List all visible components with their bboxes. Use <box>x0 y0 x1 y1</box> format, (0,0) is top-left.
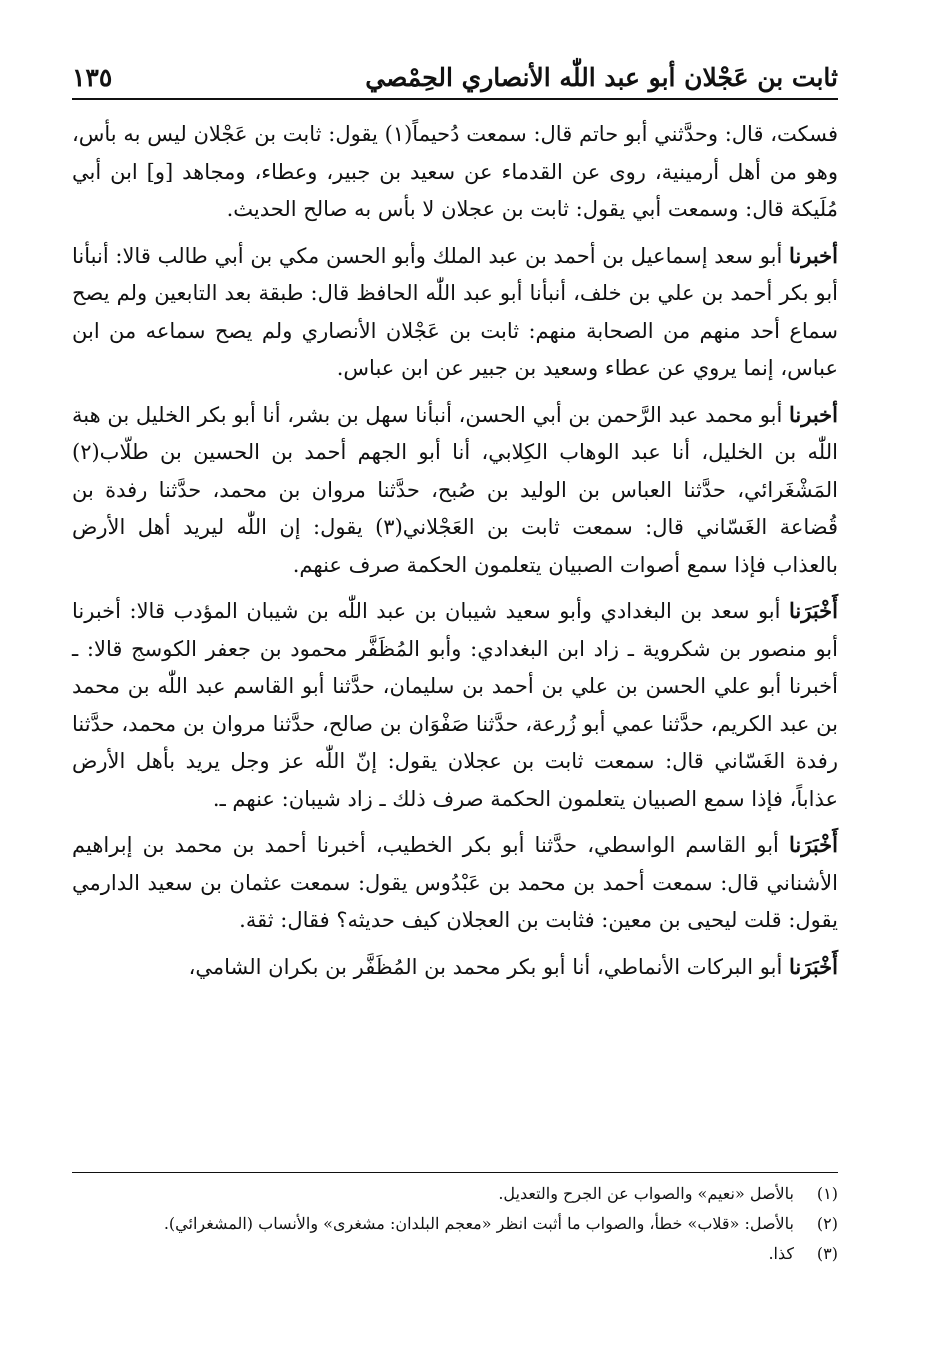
footnote-3 <box>72 1239 838 1269</box>
paragraph-5 <box>72 826 838 940</box>
paragraph-text: أبو القاسم الواسطي، حدَّثنا أبو بكر الخطيب، أخبرنا أحمد بن محمد بن إبراهيم الأشناني قال: سمعت أحمد بن محمد بن عَبْدُوس يقول: سمعت عثمان بن سعيد الدارمي يقول: قلت ليحيى بن معين: فثابت بن العجلان كيف حديثه؟ فقال: ثقة. <box>72 833 838 932</box>
footnote-mark: (٣) <box>816 1244 838 1263</box>
paragraph-text: أبو سعد إسماعيل بن أحمد بن عبد الملك وأبو الحسن مكي بن أبي طالب قالا: أنبأنا أبو بكر أحمد بن علي بن خلف، أنبأنا أبو عبد اللّٰه الحافظ قال: طبقة بعد التابعين ولم يصح سماع أحد منهم من الصحابة منهم: ثابت بن عَجْلان الأنصاري ولم يصح سماعه من ابن عباس، إنما يروي عن عطاء وسعيد بن جبير عن ابن عباس. <box>72 243 838 380</box>
paragraph-lead: أخبرنا <box>789 242 838 268</box>
paragraph-3 <box>72 396 838 585</box>
main-text <box>72 116 838 994</box>
paragraph-lead: أَخْبَرَنا <box>789 832 838 857</box>
footnote-text: كذا. <box>768 1244 794 1263</box>
footnote-1 <box>72 1179 838 1209</box>
paragraph-4 <box>72 592 838 818</box>
page-number: ١٣٥ <box>72 63 113 92</box>
footnote-text: بالأصل «نعيم» والصواب عن الجرح والتعديل. <box>498 1184 794 1203</box>
page-header <box>72 58 838 100</box>
footnotes <box>72 1172 838 1269</box>
running-title: ثابت بن عَجْلان أبو عبد اللّٰه الأنصاري الحِمْصي <box>365 63 838 92</box>
footnote-mark: (١) <box>816 1184 838 1203</box>
paragraph-text: أبو محمد عبد الرَّحمن بن أبي الحسن، أنبأنا سهل بن بشر، أنا أبو بكر الخليل بن هبة اللّٰه بن الخليل، أنا عبد الوهاب الكِلابي، أنا أبو الجهم أحمد بن الحسين بن طلّاب(٢) المَشْغَرائي، حدَّثنا العباس بن الوليد بن صُبح، حدَّثنا مروان بن محمد، حدَّثنا رفدة بن قُضاعة الغَسّاني قال: سمعت ثابت بن العَجْلاني(٣) يقول: إن اللّٰه ليريد أهل الأرض بالعذاب فإذا سمع أصوات الصبيان يتعلمون الحكمة صرف عنهم. <box>72 402 839 577</box>
footnote-text: بالأصل: «قلاب» خطأ، والصواب ما أثبت انظر «معجم البلدان: مشغرى» والأنساب (المشغرائي). <box>163 1214 794 1233</box>
paragraph-text: فسكت، قال: وحدَّثني أبو حاتم قال: سمعت دُحيماً(١) يقول: ثابت بن عَجْلان ليس به بأس، وهو من أهل أرمينية، روى عن القدماء عن سعيد بن جبير، وعطاء، ومجاهد [و] ابن أبي مُلَيكة قال: وسمعت أبي يقول: ثابت بن عجلان لا بأس به صالح الحديث. <box>72 122 838 221</box>
paragraph-lead: أَخْبَرَنا <box>789 598 838 623</box>
paragraph-2 <box>72 237 838 388</box>
paragraph-text: أبو البركات الأنماطي، أنا أبو بكر محمد بن المُظَفَّر بن بكران الشامي، <box>188 954 790 979</box>
paragraph-text: أبو سعد بن البغدادي وأبو سعيد شيبان بن عبد اللّٰه بن شيبان المؤدب قالا: أخبرنا أبو منصور بن شكروية ـ زاد ابن البغدادي: وأبو المُظَفَّر محمود بن جعفر الكوسج قالا: ـ أخبرنا أبو علي الحسن بن علي بن أحمد بن سليمان، حدَّثنا أبو القاسم عبد اللّٰه بن محمد بن عبد الكريم، حدَّثنا عمي أبو زُرعة، حدَّثنا صَفْوَان بن صالح، حدَّثنا مروان بن محمد، حدَّثنا رفدة الغَسّاني قال: سمعت ثابت بن عجلان يقول: إنّ اللّٰه عز وجل يريد بأهل الأرض عذاباً، فإذا سمع الصبيان يتعلمون الحكمة صرف ذلك ـ زاد شيبان: عنهم ـ. <box>72 599 838 811</box>
paragraph-6 <box>72 948 838 987</box>
footnote-mark: (٢) <box>816 1214 838 1233</box>
paragraph-lead: أَخْبَرَنا <box>789 953 838 979</box>
footnote-2 <box>72 1209 838 1239</box>
paragraph-1 <box>72 116 838 229</box>
paragraph-lead: أخبرنا <box>789 401 838 427</box>
